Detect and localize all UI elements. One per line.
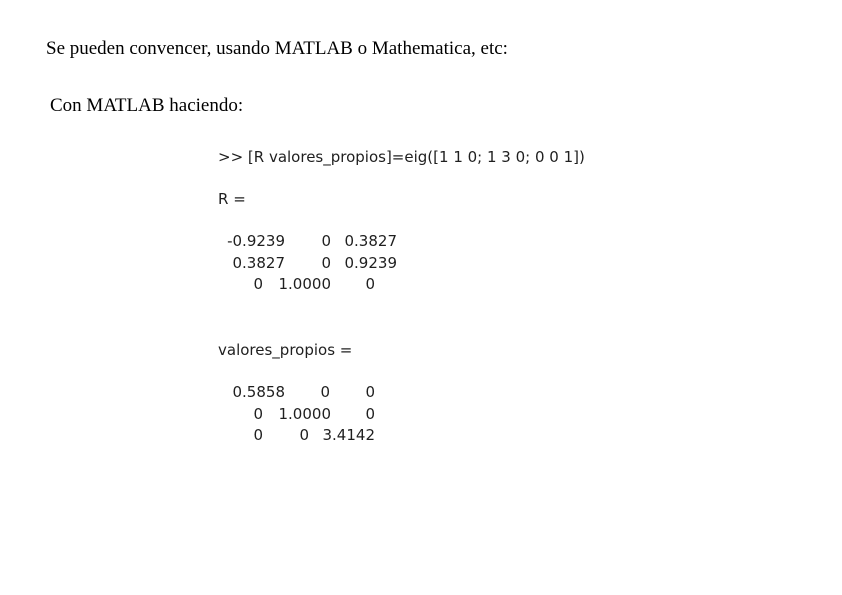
r-matrix-cell: 0.3827 [232,253,285,272]
r-matrix-cell: 0 [321,232,331,250]
intro-text: Se pueden convencer, usando MATLAB o Mathematica, etc: [46,38,508,59]
eig-matrix-cell: 0 [253,426,263,444]
r-label: R = [218,190,246,208]
eig-matrix-cell: 0 [320,383,330,401]
matlab-command: >> [R valores_propios]=eig([1 1 0; 1 3 0; 0 0 1]) [218,148,585,166]
eig-matrix-cell: 0 [365,404,375,423]
eig-matrix-cell: 3.4142 [322,426,375,444]
eig-matrix-cell: 0 [365,383,375,401]
r-matrix-cell: 0 [321,253,331,272]
r-matrix-cell: 0 [365,275,375,293]
subheading-text: Con MATLAB haciendo: [50,95,244,116]
r-matrix-cell: 0.3827 [344,232,397,250]
r-matrix-cell: -0.9239 [227,232,285,250]
eig-matrix-cell: 0.5858 [232,383,285,401]
eig-matrix-cell: 0 [299,426,309,444]
eig-matrix-cell: 0 [253,404,263,423]
eig-matrix-cell: 1.0000 [278,404,331,423]
r-matrix-cell: 1.0000 [278,275,331,293]
r-matrix-cell: 0 [253,275,263,293]
r-matrix-cell: 0.9239 [344,253,397,272]
eigenvalues-label: valores_propios = [218,341,353,359]
